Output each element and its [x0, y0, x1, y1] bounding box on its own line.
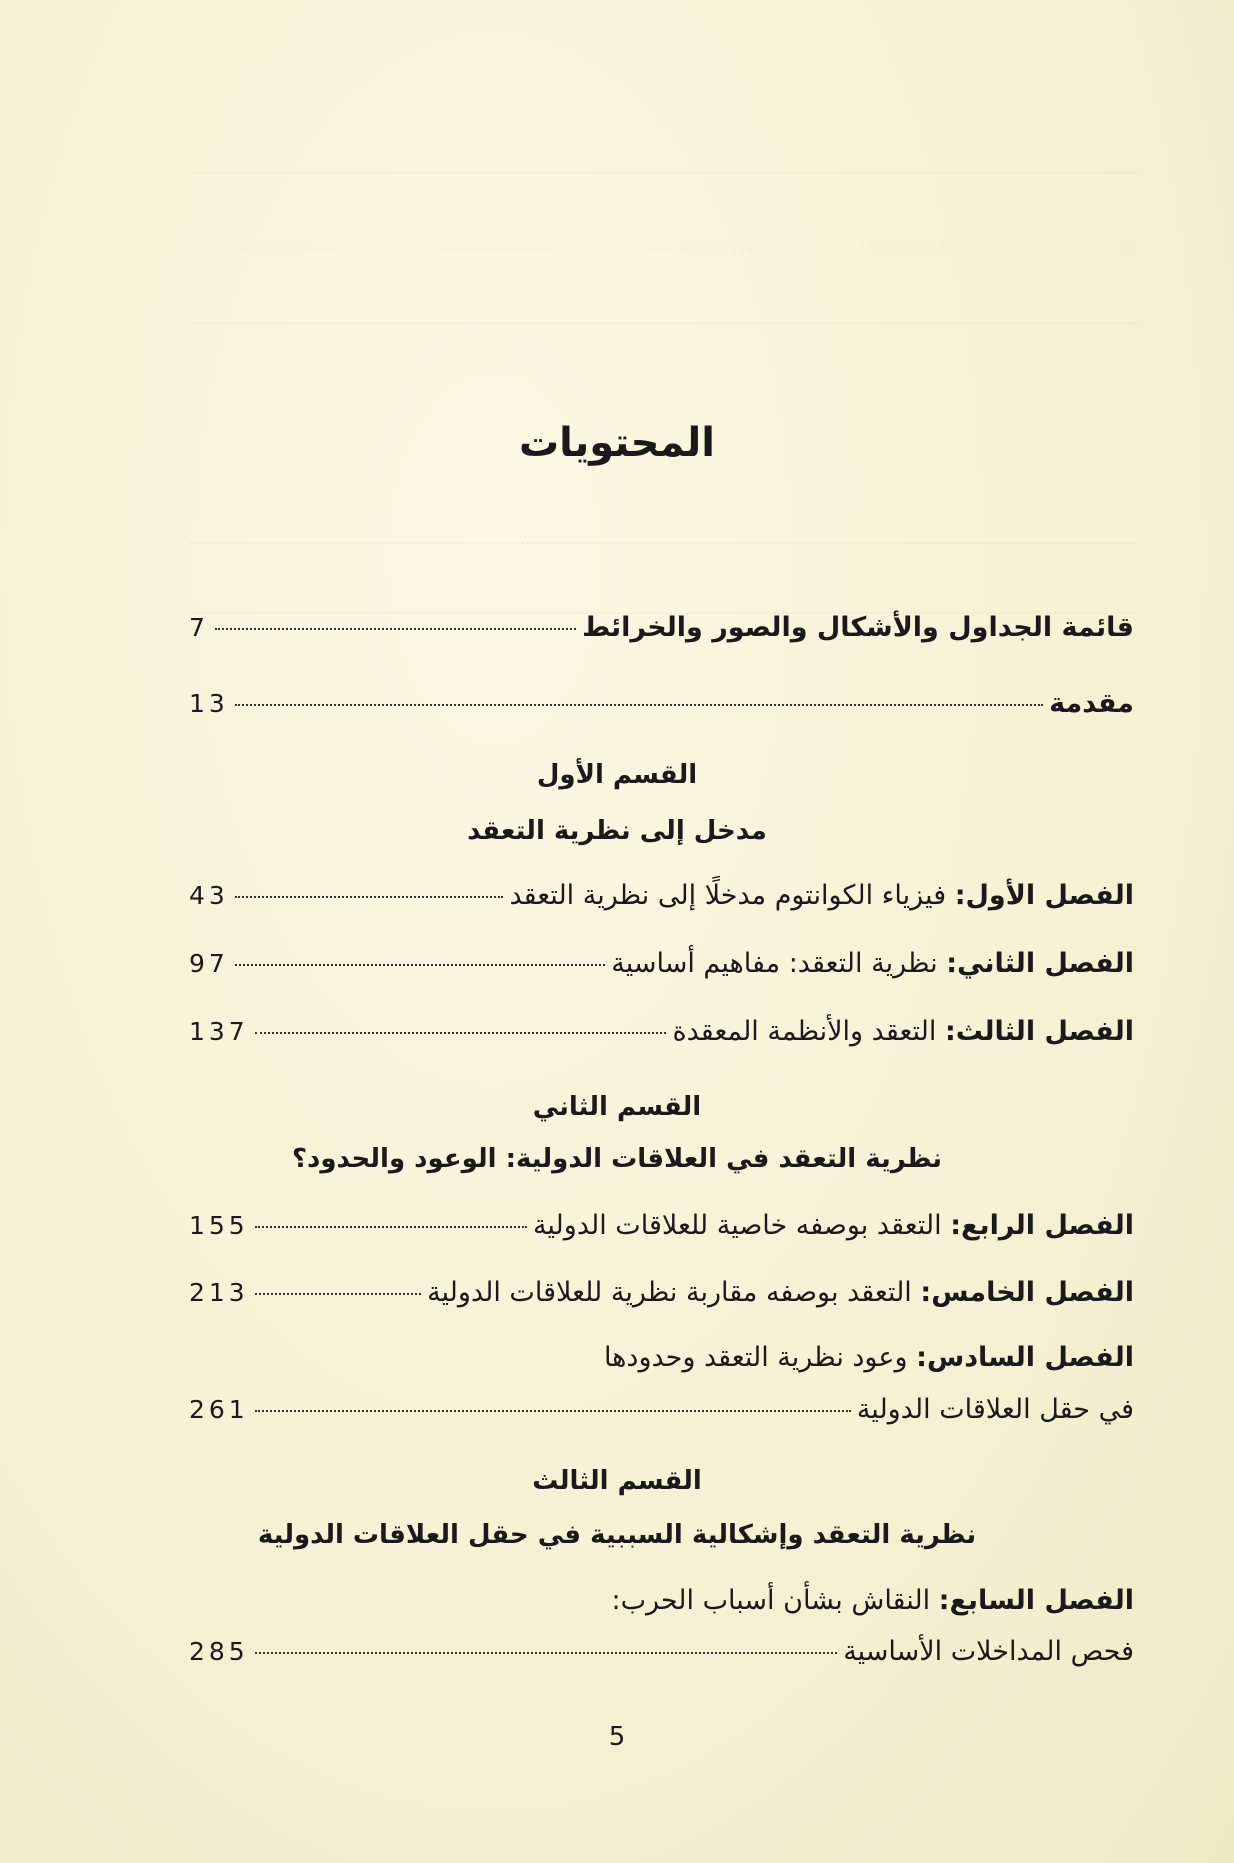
- leader-dots: [215, 628, 576, 630]
- toc-page-number: 261: [189, 1395, 249, 1424]
- show-through: [190, 590, 1140, 614]
- toc-page-number: 213: [189, 1278, 249, 1307]
- toc-entry-label: الفصل الثالث: التعقد والأنظمة المعقدة: [672, 1016, 1134, 1047]
- leader-dots: [255, 1652, 837, 1654]
- part-heading: القسم الثالث: [532, 1466, 702, 1496]
- leader-dots: [255, 1032, 667, 1034]
- toc-entry-chapter-7-line-1[interactable]: الفصل السابع: النقاش بشأن أسباب الحرب:: [611, 1585, 1134, 1616]
- page-title: المحتويات: [518, 420, 715, 466]
- toc-page-number: 43: [189, 881, 229, 910]
- toc-entry-list-of-figures[interactable]: [189, 612, 1134, 643]
- toc-entry-chapter-4[interactable]: [189, 1210, 1134, 1241]
- leader-dots: [255, 1410, 851, 1412]
- leader-dots: [255, 1293, 421, 1295]
- toc-entry-label: الفصل الأول: فيزياء الكوانتوم مدخلًا إلى نظرية التعقد: [509, 880, 1134, 911]
- show-through: [190, 520, 1140, 544]
- part-heading: القسم الثاني: [532, 1092, 702, 1122]
- toc-entry-chapter-5[interactable]: [189, 1277, 1134, 1308]
- leader-dots: [235, 964, 605, 966]
- leader-dots: [235, 704, 1043, 706]
- toc-entry-chapter-6-line-1[interactable]: الفصل السادس: وعود نظرية التعقد وحدودها: [603, 1342, 1134, 1373]
- toc-entry-label: قائمة الجداول والأشكال والصور والخرائط: [582, 612, 1134, 643]
- leader-dots: [255, 1226, 527, 1228]
- show-through: [190, 150, 1140, 174]
- toc-entry-label: مقدمة: [1049, 688, 1134, 719]
- part-subtitle: نظرية التعقد وإشكالية السببية في حقل العلاقات الدولية: [257, 1520, 977, 1550]
- part-subtitle: مدخل إلى نظرية التعقد: [467, 816, 767, 846]
- toc-page-number: 285: [189, 1637, 249, 1666]
- toc-entry-label: الفصل الخامس: التعقد بوصفه مقاربة نظرية للعلاقات الدولية: [427, 1277, 1134, 1308]
- toc-entry-chapter-6[interactable]: [189, 1394, 1134, 1425]
- part-heading: القسم الأول: [536, 760, 698, 790]
- toc-entry-label: الفصل الثاني: نظرية التعقد: مفاهيم أساسية: [611, 948, 1134, 979]
- toc-entry-label: الفصل الرابع: التعقد بوصفه خاصية للعلاقات الدولية: [532, 1210, 1134, 1241]
- toc-entry-introduction[interactable]: [189, 688, 1134, 719]
- part-subtitle: نظرية التعقد في العلاقات الدولية: الوعود والحدود؟: [291, 1144, 943, 1174]
- toc-page-number: 97: [189, 949, 229, 978]
- toc-page-number: 155: [189, 1211, 249, 1240]
- leader-dots: [235, 896, 504, 898]
- page-number: 5: [608, 1722, 626, 1752]
- toc-page-number: 137: [189, 1017, 249, 1046]
- toc-page-number: 13: [189, 689, 229, 718]
- toc-entry-chapter-2[interactable]: [189, 948, 1134, 979]
- toc-entry-label: فحص المداخلات الأساسية: [843, 1636, 1134, 1667]
- show-through: [190, 300, 1140, 324]
- toc-entry-chapter-3[interactable]: [189, 1016, 1134, 1047]
- show-through: [190, 225, 1140, 249]
- toc-entry-chapter-7[interactable]: [189, 1636, 1134, 1667]
- toc-entry-chapter-1[interactable]: [189, 880, 1134, 911]
- toc-entry-label: في حقل العلاقات الدولية: [856, 1394, 1134, 1425]
- toc-page-number: 7: [189, 613, 209, 642]
